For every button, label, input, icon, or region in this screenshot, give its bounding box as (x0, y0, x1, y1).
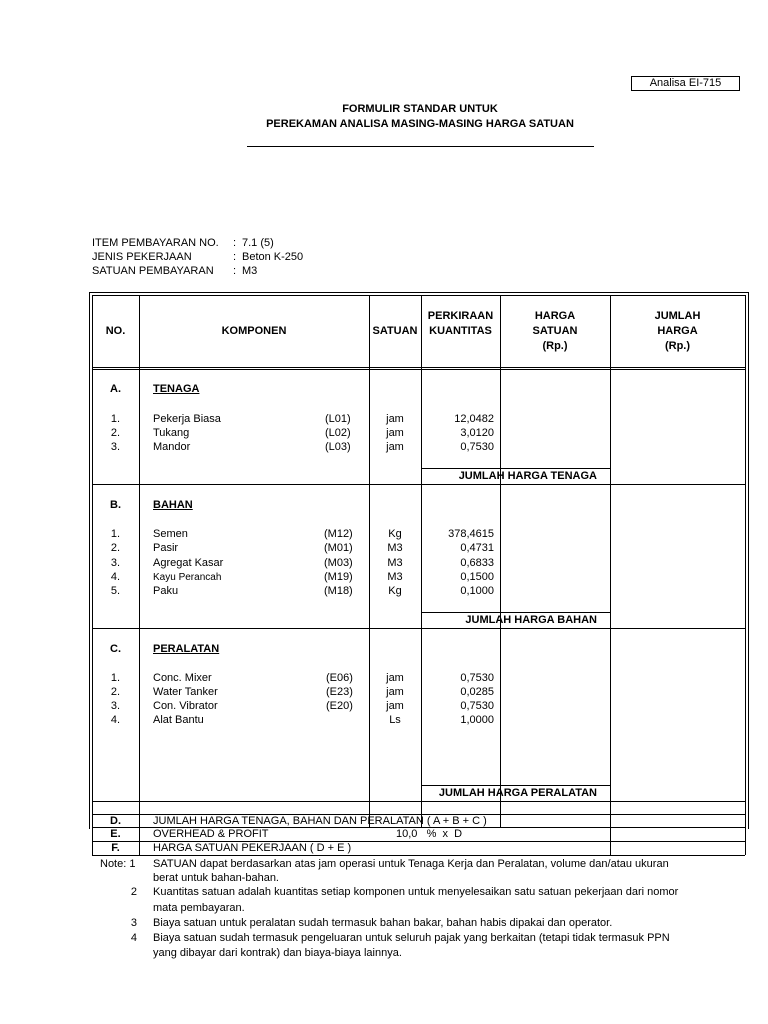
summary-vline-no (139, 827, 140, 855)
header-jumlah-1: JUMLAH (654, 310, 701, 322)
item-qty: 0,7530 (460, 700, 494, 712)
item-unit: jam (386, 413, 404, 425)
item-qty: 0,7530 (460, 672, 494, 684)
item-no: 5. (110, 585, 121, 597)
summary-extra: 10,0 % x D (396, 828, 463, 840)
info-label-jenis: JENIS PEKERJAAN (92, 251, 192, 263)
item-qty: 0,6833 (460, 557, 494, 569)
item-code: (M01) (324, 542, 353, 554)
note-number: 3 (130, 917, 137, 929)
info-sep-satuan: : (233, 265, 237, 277)
note-line: SATUAN dapat berdasarkan atas jam operasi untuk Tenaga Kerja dan Peralatan, volume dan/atau ukuran (153, 858, 669, 870)
total-line-bahan-bottom (92, 628, 745, 629)
item-name: Agregat Kasar (153, 557, 224, 569)
header-harga-3: (Rp.) (542, 340, 568, 352)
title-underline (247, 146, 594, 147)
item-name: Semen (153, 528, 188, 540)
section-letter-b: B. (110, 499, 121, 511)
item-unit: Kg (388, 528, 402, 540)
title-line-2: PEREKAMAN ANALISA MASING-MASING HARGA SATUAN (266, 118, 574, 130)
summary-letter: E. (110, 828, 121, 840)
header-divider (92, 367, 745, 368)
item-name: Water Tanker (153, 686, 218, 698)
summary-text: JUMLAH HARGA TENAGA, BAHAN DAN PERALATAN ( A + B + C ) (153, 815, 487, 827)
item-no: 3. (110, 557, 121, 569)
note-line: yang dibayar dari kontrak) dan biaya-biaya lainnya. (153, 947, 402, 959)
item-no: 2. (110, 686, 121, 698)
total-line-peralatan-top (421, 785, 610, 786)
title-line-1: FORMULIR STANDAR UNTUK (342, 103, 498, 115)
info-value-satuan: M3 (242, 265, 258, 277)
summary-vline-right (745, 814, 746, 855)
item-qty: 3,0120 (460, 427, 494, 439)
item-name: Mandor (153, 441, 191, 453)
item-no: 4. (110, 571, 121, 583)
info-value-jenis: Beton K-250 (242, 251, 304, 263)
section-letter-c: C. (110, 643, 121, 655)
item-code: (M18) (324, 585, 353, 597)
item-name: Alat Bantu (153, 714, 204, 726)
total-line-tenaga-top (421, 468, 610, 469)
item-no: 3. (110, 441, 121, 453)
summary-text: HARGA SATUAN PEKERJAAN ( D + E ) (153, 842, 352, 854)
note-number: 4 (130, 932, 137, 944)
info-label-satuan: SATUAN PEMBAYARAN (92, 265, 214, 277)
item-code: (E06) (326, 672, 353, 684)
item-code: (E23) (326, 686, 353, 698)
item-unit: M3 (387, 571, 403, 583)
item-qty: 0,1500 (460, 571, 494, 583)
item-unit: M3 (387, 557, 403, 569)
item-name: Pekerja Biasa (153, 413, 221, 425)
item-unit: Ls (389, 714, 401, 726)
total-peralatan: JUMLAH HARGA PERALATAN (438, 787, 597, 799)
item-code: (L02) (325, 427, 351, 439)
header-harga-2: SATUAN (532, 325, 578, 337)
header-komponen: KOMPONEN (221, 325, 287, 337)
item-unit: Kg (388, 585, 402, 597)
note-line: Biaya satuan sudah termasuk pengeluaran untuk seluruh pajak yang berkaitan (tetapi tidak termasuk PPN (153, 932, 670, 944)
item-no: 2. (110, 542, 121, 554)
header-jumlah-2: HARGA (657, 325, 698, 337)
item-code: (L01) (325, 413, 351, 425)
header-harga-1: HARGA (534, 310, 576, 322)
section-title-peralatan: PERALATAN (153, 643, 220, 655)
summary-vline-harga (610, 827, 611, 855)
item-qty: 0,0285 (460, 686, 494, 698)
item-code: (L03) (325, 441, 351, 453)
info-sep-jenis: : (233, 251, 237, 263)
item-code: (M19) (324, 571, 353, 583)
item-name: Conc. Mixer (153, 672, 212, 684)
item-unit: jam (386, 427, 404, 439)
item-unit: jam (386, 672, 404, 684)
col-line-no (139, 296, 140, 827)
item-qty: 0,7530 (460, 441, 494, 453)
note-line: mata pembayaran. (153, 902, 245, 914)
item-no: 1. (110, 672, 121, 684)
summary-letter: F. (111, 842, 120, 854)
total-bahan: JUMLAH HARGA BAHAN (465, 614, 597, 626)
total-line-bahan-top (421, 612, 610, 613)
col-line-harga (610, 296, 611, 827)
col-line-kuantitas (500, 296, 501, 827)
item-name: Paku (153, 585, 179, 597)
total-line-tenaga-bottom (92, 484, 745, 485)
summary-text: OVERHEAD & PROFIT (153, 828, 269, 840)
item-qty: 378,4615 (448, 528, 494, 540)
section-title-tenaga: TENAGA (153, 383, 200, 395)
notes-label: Note: 1 (100, 858, 136, 870)
item-unit: jam (386, 441, 404, 453)
header-kuantitas-1: PERKIRAAN (427, 310, 494, 322)
header-jumlah-3: (Rp.) (664, 340, 691, 352)
item-no: 2. (110, 427, 121, 439)
note-line: Biaya satuan untuk peralatan sudah termasuk bahan bakar, bahan habis dipakai dan operator. (153, 917, 613, 929)
form-code: Analisa EI-715 (649, 77, 722, 89)
item-qty: 0,1000 (460, 585, 494, 597)
item-name: Tukang (153, 427, 190, 439)
info-sep-item: : (233, 237, 237, 249)
header-divider-2 (92, 369, 745, 370)
summary-letter: D. (110, 815, 121, 827)
item-no: 3. (110, 700, 121, 712)
header-no: NO. (105, 325, 126, 337)
item-qty: 1,0000 (460, 714, 494, 726)
section-title-bahan: BAHAN (153, 499, 193, 511)
item-name: Kayu Perancah (153, 572, 222, 583)
item-code: (M03) (324, 557, 353, 569)
section-letter-a: A. (110, 383, 121, 395)
item-unit: M3 (387, 542, 403, 554)
item-no: 4. (110, 714, 121, 726)
item-unit: jam (386, 700, 404, 712)
item-no: 1. (110, 413, 121, 425)
total-line-peralatan-bottom (92, 801, 745, 802)
item-qty: 0,4731 (460, 542, 494, 554)
item-qty: 12,0482 (454, 413, 494, 425)
header-kuantitas-2: KUANTITAS (429, 325, 492, 337)
summary-line-4 (92, 855, 745, 856)
info-label-item: ITEM PEMBAYARAN NO. (92, 237, 219, 249)
item-code: (E20) (326, 700, 353, 712)
note-line: Kuantitas satuan adalah kuantitas setiap komponen untuk menyelesaikan satu satuan pekerjaan dari nomor (153, 886, 679, 898)
info-value-item: 7.1 (5) (242, 237, 274, 249)
note-line: berat untuk bahan-bahan. (153, 872, 279, 884)
item-name: Pasir (153, 542, 179, 554)
total-tenaga: JUMLAH HARGA TENAGA (458, 470, 597, 482)
item-no: 1. (110, 528, 121, 540)
header-satuan: SATUAN (372, 325, 418, 337)
item-name: Con. Vibrator (153, 700, 218, 712)
note-number: 2 (130, 886, 137, 898)
code-box (631, 76, 740, 91)
item-unit: jam (386, 686, 404, 698)
item-code: (M12) (324, 528, 353, 540)
